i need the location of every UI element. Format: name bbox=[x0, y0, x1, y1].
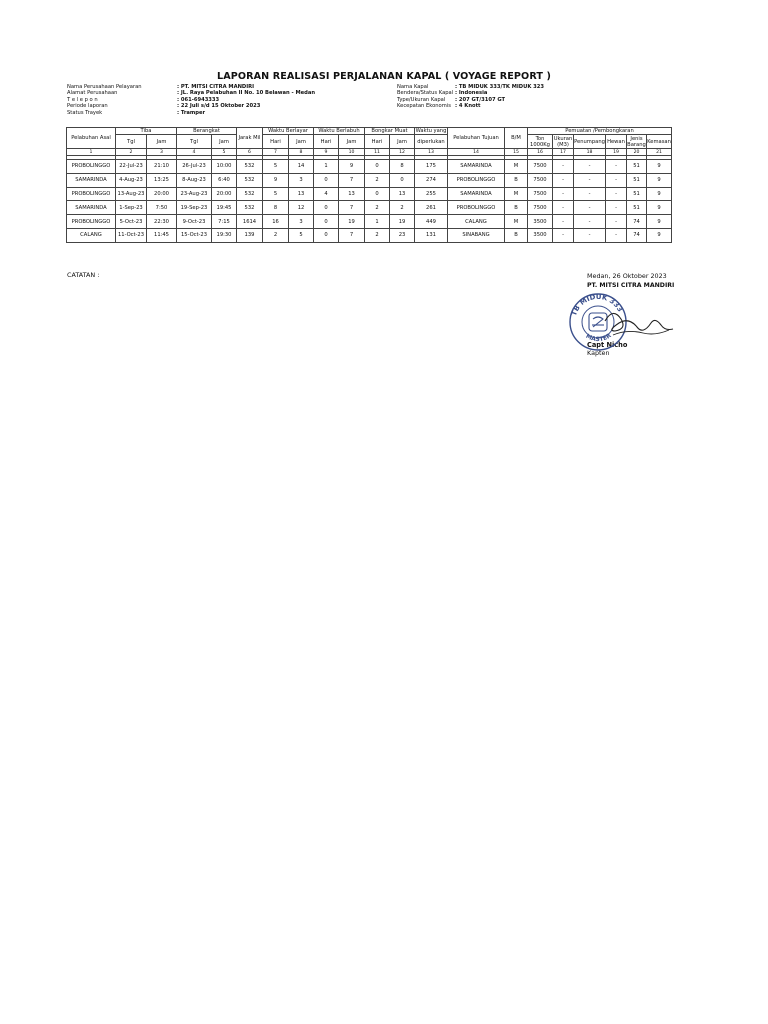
table-cell: 12 bbox=[289, 201, 314, 215]
table-cell: 7 bbox=[339, 228, 365, 242]
info-value: : 4 Knott bbox=[455, 103, 481, 110]
table-cell: 7500 bbox=[528, 187, 553, 201]
table-cell: 9 bbox=[647, 215, 672, 229]
table-cell: 8-Aug-23 bbox=[177, 173, 212, 187]
table-cell: - bbox=[574, 201, 606, 215]
table-cell: 139 bbox=[237, 228, 263, 242]
table-cell: 532 bbox=[237, 173, 263, 187]
table-cell: 9 bbox=[647, 187, 672, 201]
stamp-top-text: TB MIDUK 333 bbox=[569, 292, 625, 317]
table-cell: - bbox=[553, 201, 574, 215]
table-cell: - bbox=[553, 215, 574, 229]
column-number: 3 bbox=[147, 149, 177, 156]
company-stamp bbox=[565, 291, 685, 353]
table-cell: 7:50 bbox=[147, 201, 177, 215]
table-cell: 2 bbox=[263, 228, 289, 242]
column-number: 19 bbox=[606, 149, 627, 156]
table-cell: CALANG bbox=[67, 228, 116, 242]
table-cell: 51 bbox=[627, 187, 647, 201]
info-value: : 207 GT/3107 GT bbox=[455, 96, 506, 103]
table-cell: 0 bbox=[365, 160, 390, 174]
table-cell: - bbox=[606, 173, 627, 187]
column-number: 20 bbox=[627, 149, 647, 156]
table-cell: 9 bbox=[647, 160, 672, 174]
table-row bbox=[67, 173, 672, 187]
header-pemuatan: Pemuatan /Pembongkaran bbox=[528, 128, 672, 135]
info-label: Nama Kapal bbox=[397, 84, 429, 90]
table-cell: - bbox=[574, 228, 606, 242]
header-bongkar-muat: Bongkar Muat bbox=[365, 128, 415, 135]
place-date: Medan, 26 Oktober 2023 bbox=[587, 272, 667, 280]
table-cell: 74 bbox=[627, 228, 647, 242]
table-cell: 74 bbox=[627, 215, 647, 229]
column-number: 15 bbox=[505, 149, 528, 156]
column-number: 2 bbox=[116, 149, 147, 156]
column-number: 14 bbox=[448, 149, 505, 156]
table-cell: 19 bbox=[339, 215, 365, 229]
table-cell: 21:10 bbox=[147, 160, 177, 174]
table-row bbox=[67, 228, 672, 242]
table-cell: 0 bbox=[390, 173, 415, 187]
info-label: T e l e p o n bbox=[67, 96, 98, 103]
header-bm-jam: Jam bbox=[390, 135, 415, 149]
table-cell: CALANG bbox=[448, 215, 505, 229]
table-cell: 274 bbox=[415, 173, 448, 187]
column-number: 1 bbox=[67, 149, 116, 156]
header-pelabuhan-asal: Pelabuhan Asal bbox=[67, 128, 116, 149]
column-number: 12 bbox=[390, 149, 415, 156]
table-cell: 23 bbox=[390, 228, 415, 242]
table-cell: 13:25 bbox=[147, 173, 177, 187]
column-number: 18 bbox=[574, 149, 606, 156]
table-cell: 449 bbox=[415, 215, 448, 229]
header-wl-jam: Jam bbox=[339, 135, 365, 149]
header-bm: B/M bbox=[505, 128, 528, 149]
table-cell: 4-Aug-23 bbox=[116, 173, 147, 187]
table-cell: 2 bbox=[390, 201, 415, 215]
table-cell: 7:15 bbox=[212, 215, 237, 229]
table-cell: 0 bbox=[314, 173, 339, 187]
table-cell: 7500 bbox=[528, 160, 553, 174]
header-wb-hari: Hari bbox=[263, 135, 289, 149]
column-number: 9 bbox=[314, 149, 339, 156]
table-cell: 20:00 bbox=[147, 187, 177, 201]
table-cell: 16 bbox=[263, 215, 289, 229]
table-cell: 22:30 bbox=[147, 215, 177, 229]
header-waktu-berlabuh: Waktu Berlabuh bbox=[314, 128, 365, 135]
table-cell: 6:40 bbox=[212, 173, 237, 187]
report-title: LAPORAN REALISASI PERJALANAN KAPAL ( VOYAGE REPORT ) bbox=[217, 71, 551, 82]
table-cell: SINABANG bbox=[448, 228, 505, 242]
column-number: 8 bbox=[289, 149, 314, 156]
table-cell: 19:30 bbox=[212, 228, 237, 242]
table-cell: 3500 bbox=[528, 228, 553, 242]
table-cell: B bbox=[505, 201, 528, 215]
table-cell: 1-Sep-23 bbox=[116, 201, 147, 215]
table-cell: SAMARINDA bbox=[67, 173, 116, 187]
table-cell: 532 bbox=[237, 201, 263, 215]
info-value: : TB MIDUK 333/TK MIDUK 323 bbox=[455, 84, 544, 90]
table-cell: 1 bbox=[314, 160, 339, 174]
table-cell: 9 bbox=[647, 228, 672, 242]
table-cell: PROBOLINGGO bbox=[448, 201, 505, 215]
table-cell: 4 bbox=[314, 187, 339, 201]
table-cell: - bbox=[553, 173, 574, 187]
table-cell: 20:00 bbox=[212, 187, 237, 201]
table-cell: - bbox=[606, 187, 627, 201]
column-number-row bbox=[67, 149, 672, 156]
table-cell: SAMARINDA bbox=[448, 160, 505, 174]
signature-underline bbox=[613, 330, 669, 335]
table-cell: 22-Jul-23 bbox=[116, 160, 147, 174]
table-cell: 7500 bbox=[528, 201, 553, 215]
table-cell: 15-Oct-23 bbox=[177, 228, 212, 242]
header-ton: Ton 1000Kg bbox=[528, 135, 553, 149]
table-cell: 5 bbox=[289, 228, 314, 242]
table-cell: B bbox=[505, 173, 528, 187]
info-value: : Tramper bbox=[177, 109, 206, 116]
header-wb-jam: Jam bbox=[289, 135, 314, 149]
table-cell: M bbox=[505, 187, 528, 201]
table-cell: - bbox=[606, 160, 627, 174]
header-diperlukan: diperlukan bbox=[415, 135, 448, 149]
table-cell: 26-Jul-23 bbox=[177, 160, 212, 174]
table-cell: 13 bbox=[289, 187, 314, 201]
company-info bbox=[67, 84, 315, 116]
table-cell: M bbox=[505, 160, 528, 174]
info-value: : PT. MITSI CITRA MANDIRI bbox=[177, 84, 255, 90]
table-cell: 8 bbox=[263, 201, 289, 215]
table-cell: 51 bbox=[627, 201, 647, 215]
table-row bbox=[67, 201, 672, 215]
table-cell: 19:45 bbox=[212, 201, 237, 215]
info-value: : 061-6943333 bbox=[177, 96, 220, 103]
info-value: : Indonesia bbox=[455, 90, 488, 97]
notes-label: CATATAN : bbox=[67, 271, 100, 279]
table-cell: PROBOLINGGO bbox=[67, 160, 116, 174]
table-cell: 5-Oct-23 bbox=[116, 215, 147, 229]
table-cell: PROBOLINGGO bbox=[67, 187, 116, 201]
header-tiba: Tiba bbox=[116, 128, 177, 135]
header-tiba-tgl: Tgl bbox=[116, 135, 147, 149]
table-cell: 11:45 bbox=[147, 228, 177, 242]
table-cell: 261 bbox=[415, 201, 448, 215]
info-label: Periode laporan bbox=[67, 103, 108, 110]
signature-company: PT. MITSI CITRA MANDIRI bbox=[587, 282, 675, 289]
info-label: Kecepatan Ekonomis bbox=[397, 103, 451, 110]
table-cell: 13-Aug-23 bbox=[116, 187, 147, 201]
table-cell: - bbox=[553, 228, 574, 242]
header-penumpang: Penumpang bbox=[574, 135, 606, 149]
table-row bbox=[67, 160, 672, 174]
header-berangkat-tgl: Tgl bbox=[177, 135, 212, 149]
vessel-info bbox=[397, 84, 544, 110]
header-jarak-mil: Jarak Mil bbox=[237, 128, 263, 149]
stamp-bottom-text: MASTER bbox=[584, 332, 613, 344]
table-cell: - bbox=[553, 160, 574, 174]
info-label: Nama Perusahaan Pelayaran bbox=[67, 84, 142, 90]
table-cell: 255 bbox=[415, 187, 448, 201]
header-bm-hari: Hari bbox=[365, 135, 390, 149]
table-cell: - bbox=[574, 187, 606, 201]
header-wl-hari: Hari bbox=[314, 135, 339, 149]
header-kemasan: Kemasan bbox=[647, 135, 672, 149]
info-value: : JL. Raya Pelabuhan II No. 10 Belawan - Medan bbox=[177, 90, 316, 97]
header-ukuran: Ukuran (M3) bbox=[553, 135, 573, 148]
column-number: 16 bbox=[528, 149, 553, 156]
header-berangkat: Berangkat bbox=[177, 128, 237, 135]
table-cell: SAMARINDA bbox=[67, 201, 116, 215]
table-cell: 131 bbox=[415, 228, 448, 242]
table-cell: 532 bbox=[237, 160, 263, 174]
table-cell: B bbox=[505, 228, 528, 242]
table-cell: - bbox=[606, 215, 627, 229]
table-cell: 51 bbox=[627, 173, 647, 187]
table-cell: 532 bbox=[237, 187, 263, 201]
info-label: Status Trayek bbox=[67, 109, 103, 116]
table-cell: 2 bbox=[365, 228, 390, 242]
table-cell: 13 bbox=[390, 187, 415, 201]
info-label: Type/Ukuran Kapal bbox=[397, 96, 446, 103]
table-cell: 13 bbox=[339, 187, 365, 201]
table-cell: 9-Oct-23 bbox=[177, 215, 212, 229]
table-cell: - bbox=[553, 187, 574, 201]
table-cell: 9 bbox=[339, 160, 365, 174]
column-number: 11 bbox=[365, 149, 390, 156]
table-cell: - bbox=[574, 173, 606, 187]
column-number: 13 bbox=[415, 149, 448, 156]
table-cell: 5 bbox=[263, 187, 289, 201]
column-number: 7 bbox=[263, 149, 289, 156]
column-number: 21 bbox=[647, 149, 672, 156]
column-number: 10 bbox=[339, 149, 365, 156]
table-cell: - bbox=[606, 201, 627, 215]
signatory-name: Capt Nicho bbox=[587, 341, 628, 349]
column-number: 5 bbox=[212, 149, 237, 156]
table-cell: 1614 bbox=[237, 215, 263, 229]
voyage-table bbox=[66, 127, 672, 243]
table-cell: - bbox=[574, 215, 606, 229]
table-cell: 23-Aug-23 bbox=[177, 187, 212, 201]
table-cell: 9 bbox=[647, 173, 672, 187]
header-pelabuhan-tujuan: Pelabuhan Tujuan bbox=[448, 128, 505, 149]
table-cell: 0 bbox=[314, 201, 339, 215]
header-jenis-barang: Jenis Barang bbox=[627, 135, 646, 148]
table-cell: 51 bbox=[627, 160, 647, 174]
table-cell: M bbox=[505, 215, 528, 229]
table-cell: 9 bbox=[647, 201, 672, 215]
header-hewan: Hewan bbox=[606, 135, 627, 149]
header-berangkat-jam: Jam bbox=[212, 135, 237, 149]
table-cell: 2 bbox=[365, 201, 390, 215]
table-cell: 1 bbox=[365, 215, 390, 229]
table-cell: 8 bbox=[390, 160, 415, 174]
table-cell: 0 bbox=[365, 187, 390, 201]
table-cell: 9 bbox=[263, 173, 289, 187]
table-cell: 2 bbox=[365, 173, 390, 187]
table-cell: 0 bbox=[314, 228, 339, 242]
info-label: Alamat Perusahaan bbox=[67, 90, 118, 97]
column-number: 4 bbox=[177, 149, 212, 156]
table-cell: 7 bbox=[339, 173, 365, 187]
signature-scribble bbox=[605, 313, 673, 331]
table-row bbox=[67, 215, 672, 229]
table-cell: 7500 bbox=[528, 173, 553, 187]
column-number: 6 bbox=[237, 149, 263, 156]
table-cell: 11-Oct-23 bbox=[116, 228, 147, 242]
table-cell: PROBOLINGGO bbox=[448, 173, 505, 187]
table-cell: - bbox=[574, 160, 606, 174]
table-cell: 0 bbox=[314, 215, 339, 229]
table-cell: - bbox=[606, 228, 627, 242]
table-cell: 3500 bbox=[528, 215, 553, 229]
stamp-emblem-icon bbox=[589, 313, 607, 331]
table-cell: 3 bbox=[289, 215, 314, 229]
table-cell: 14 bbox=[289, 160, 314, 174]
header-waktu-yang: Waktu yang bbox=[415, 128, 447, 134]
table-cell: 5 bbox=[263, 160, 289, 174]
table-cell: 7 bbox=[339, 201, 365, 215]
table-cell: PROBOLINGGO bbox=[67, 215, 116, 229]
info-value: : 22 Juli s/d 15 Oktober 2023 bbox=[177, 103, 261, 110]
column-number: 17 bbox=[553, 149, 574, 156]
table-cell: 19-Sep-23 bbox=[177, 201, 212, 215]
table-cell: 19 bbox=[390, 215, 415, 229]
table-cell: 175 bbox=[415, 160, 448, 174]
table-cell: 10:00 bbox=[212, 160, 237, 174]
header-waktu-berlayar: Waktu Berlayar bbox=[263, 128, 314, 135]
info-label: Bendera/Status Kapal bbox=[397, 90, 454, 97]
header-tiba-jam: Jam bbox=[147, 135, 177, 149]
table-row bbox=[67, 187, 672, 201]
table-cell: SAMARINDA bbox=[448, 187, 505, 201]
table-cell: 3 bbox=[289, 173, 314, 187]
signatory-position: Kapten bbox=[587, 349, 610, 357]
